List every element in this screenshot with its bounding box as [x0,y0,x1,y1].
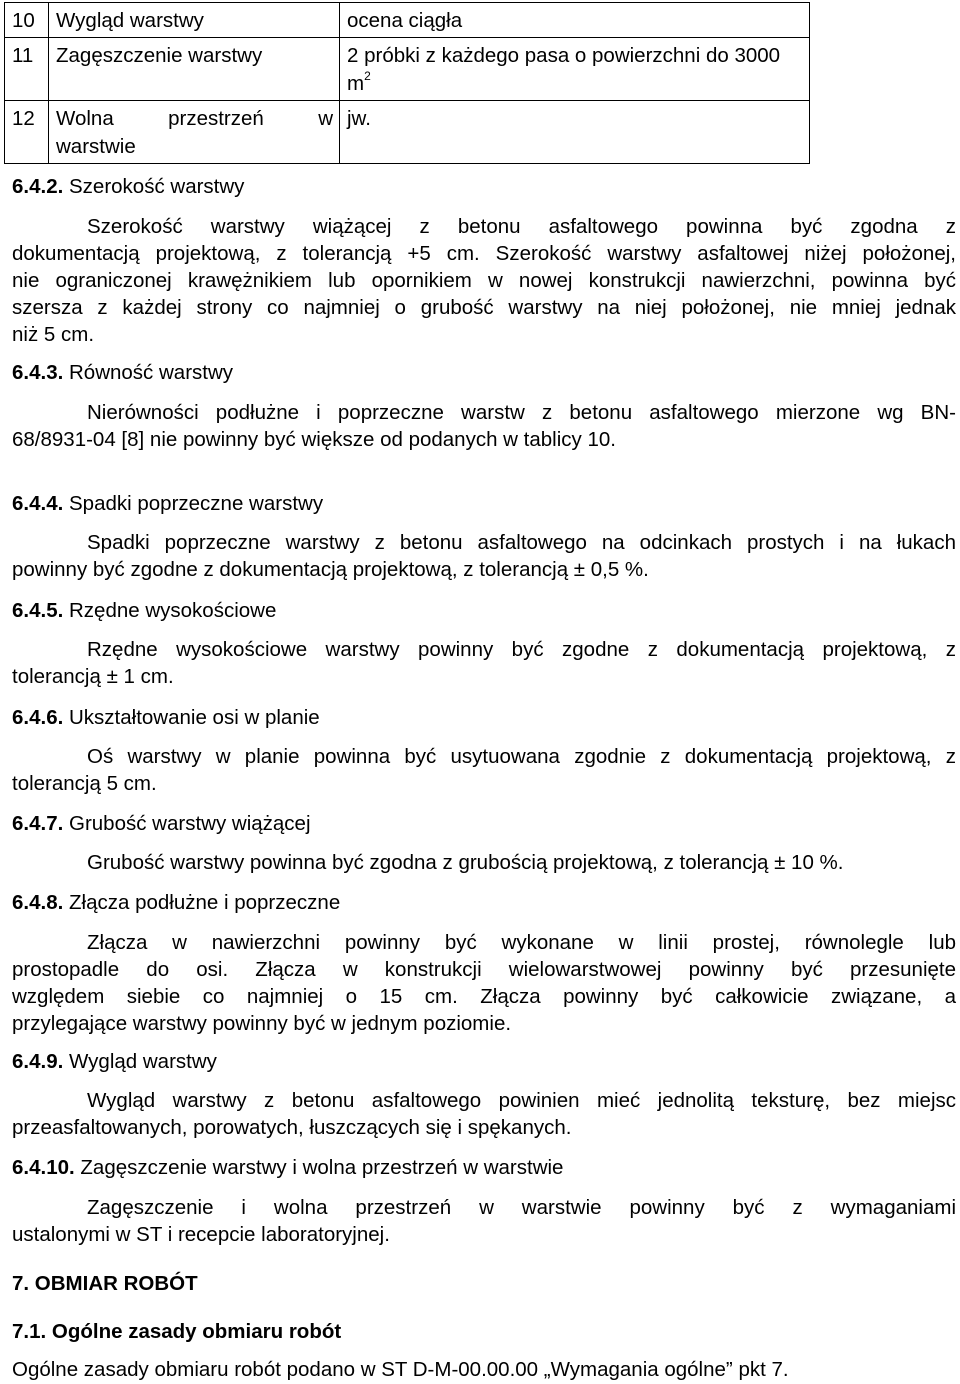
table-row [5,3,810,38]
property-line-1: Wolna przestrzeń w [56,107,333,130]
text-line: Szerokość warstwy wiążącej z betonu asfaltowego powinna być zgodna z [87,215,956,238]
section-6-4-5-heading [12,597,956,624]
section-title: Zagęszczenie warstwy i wolna przestrzeń w warstwie [80,1156,564,1179]
text-line: prostopadle do osi. Złącza w konstrukcji wielowarstwowej powinny być przesunięte [12,958,956,981]
text-line: Grubość warstwy powinna być zgodna z grubością projektową, z tolerancją ± 10 %. [87,851,844,874]
requirements-table [4,2,810,164]
row-requirement: ocena ciągła [340,3,810,38]
section-6-4-7-heading [12,810,956,837]
chapter-7-heading: 7. OBMIAR ROBÓT [12,1272,198,1295]
section-6-4-4-body [12,529,956,583]
section-title: Szerokość warstwy [69,175,245,198]
property-line-2: warstwie [56,135,136,158]
row-number: 10 [5,3,49,38]
text-line: niż 5 cm. [12,323,95,346]
section-7-1-heading: 7.1. Ogólne zasady obmiaru robót [12,1320,342,1343]
section-6-4-3-body [12,399,956,453]
text-line: Zagęszczenie i wolna przestrzeń w warstwie powinny być z wymaganiami [87,1196,956,1219]
text-line: przeasfaltowanych, porowatych, łuszczących się i spękanych. [12,1116,572,1139]
text-line: nie ograniczonej krawężnikiem lub opornikiem w nowej konstrukcji nawierzchni, powinna być [12,269,956,292]
section-number: 6.4.8. [12,891,64,914]
text-line: dokumentacją projektową, z tolerancją +5 cm. Szerokość warstwy asfaltowej niżej położonej, [12,242,956,265]
section-6-4-6-body [12,743,956,797]
section-6-4-5-body [12,636,956,690]
section-title: Rzędne wysokościowe [69,599,277,622]
table-row [5,38,810,101]
section-number: 6.4.10. [12,1156,75,1179]
text-line: Rzędne wysokościowe warstwy powinny być zgodne z dokumentacją projektową, z [87,638,956,661]
text-line: powinny być zgodne z dokumentacją projektową, z tolerancją ± 0,5 %. [12,558,649,581]
text-line: Nierówności podłużne i poprzeczne warstw z betonu asfaltowego mierzone wg BN- [87,401,956,424]
section-title: Równość warstwy [69,361,234,384]
row-property: Zagęszczenie warstwy [49,38,340,101]
text-line: przylegające warstwy powinny być w jednym poziomie. [12,1012,512,1035]
section-title: Spadki poprzeczne warstwy [69,492,324,515]
row-number: 11 [5,38,49,101]
section-6-4-9-body [12,1087,956,1141]
text-line: Złącza w nawierzchni powinny być wykonane w linii prostej, równolegle lub [87,931,956,954]
section-title: Ukształtowanie osi w planie [69,706,320,729]
row-property [49,101,340,164]
section-title: Złącza podłużne i poprzeczne [69,891,341,914]
text-line: ustalonymi w ST i recepcie laboratoryjnej. [12,1223,390,1246]
section-number: 6.4.3. [12,361,64,384]
row-number: 12 [5,101,49,164]
section-6-4-8-body [12,929,956,1037]
section-6-4-2-heading [12,173,956,200]
section-6-4-10-heading [12,1154,956,1181]
row-requirement [340,38,810,101]
section-title: Wygląd warstwy [69,1050,217,1073]
section-6-4-10-body [12,1194,956,1248]
section-6-4-7-body [12,849,956,876]
section-number: 6.4.4. [12,492,64,515]
section-number: 6.4.2. [12,175,64,198]
section-number: 6.4.5. [12,599,64,622]
text-line: szersza z każdej strony co najmniej o grubość warstwy na niej położonej, nie mniej jednak [12,296,956,319]
text-line: 68/8931-04 [8] nie powinny być większe od podanych w tablicy 10. [12,428,616,451]
table-row [5,101,810,164]
row-requirement: jw. [340,101,810,164]
section-7-1-body: Ogólne zasady obmiaru robót podano w ST D-M-00.00.00 „Wymagania ogólne” pkt 7. [12,1358,789,1381]
section-number: 6.4.9. [12,1050,64,1073]
text-line: tolerancją ± 1 cm. [12,665,174,688]
text-line: Oś warstwy w planie powinna być usytuowana zgodnie z dokumentacją projektową, z [87,745,956,768]
section-6-4-2-body [12,213,956,348]
section-number: 6.4.7. [12,812,64,835]
requirement-text: 2 próbki z każdego pasa o powierzchni do 3000 m [347,44,781,95]
superscript: 2 [364,69,371,84]
text-line: Wygląd warstwy z betonu asfaltowego powinien mieć jednolitą teksturę, bez miejsc [87,1089,956,1112]
section-6-4-9-heading [12,1048,956,1075]
text-line: względem siebie co najmniej o 15 cm. Złącza powinny być całkowicie związane, a [12,985,956,1008]
section-6-4-4-heading [12,490,956,517]
section-number: 6.4.6. [12,706,64,729]
text-line: tolerancją 5 cm. [12,772,157,795]
section-6-4-3-heading [12,359,956,386]
row-property: Wygląd warstwy [49,3,340,38]
section-6-4-6-heading [12,704,956,731]
section-6-4-8-heading [12,889,956,916]
text-line: Spadki poprzeczne warstwy z betonu asfaltowego na odcinkach prostych i na łukach [87,531,956,554]
section-title: Grubość warstwy wiążącej [69,812,311,835]
